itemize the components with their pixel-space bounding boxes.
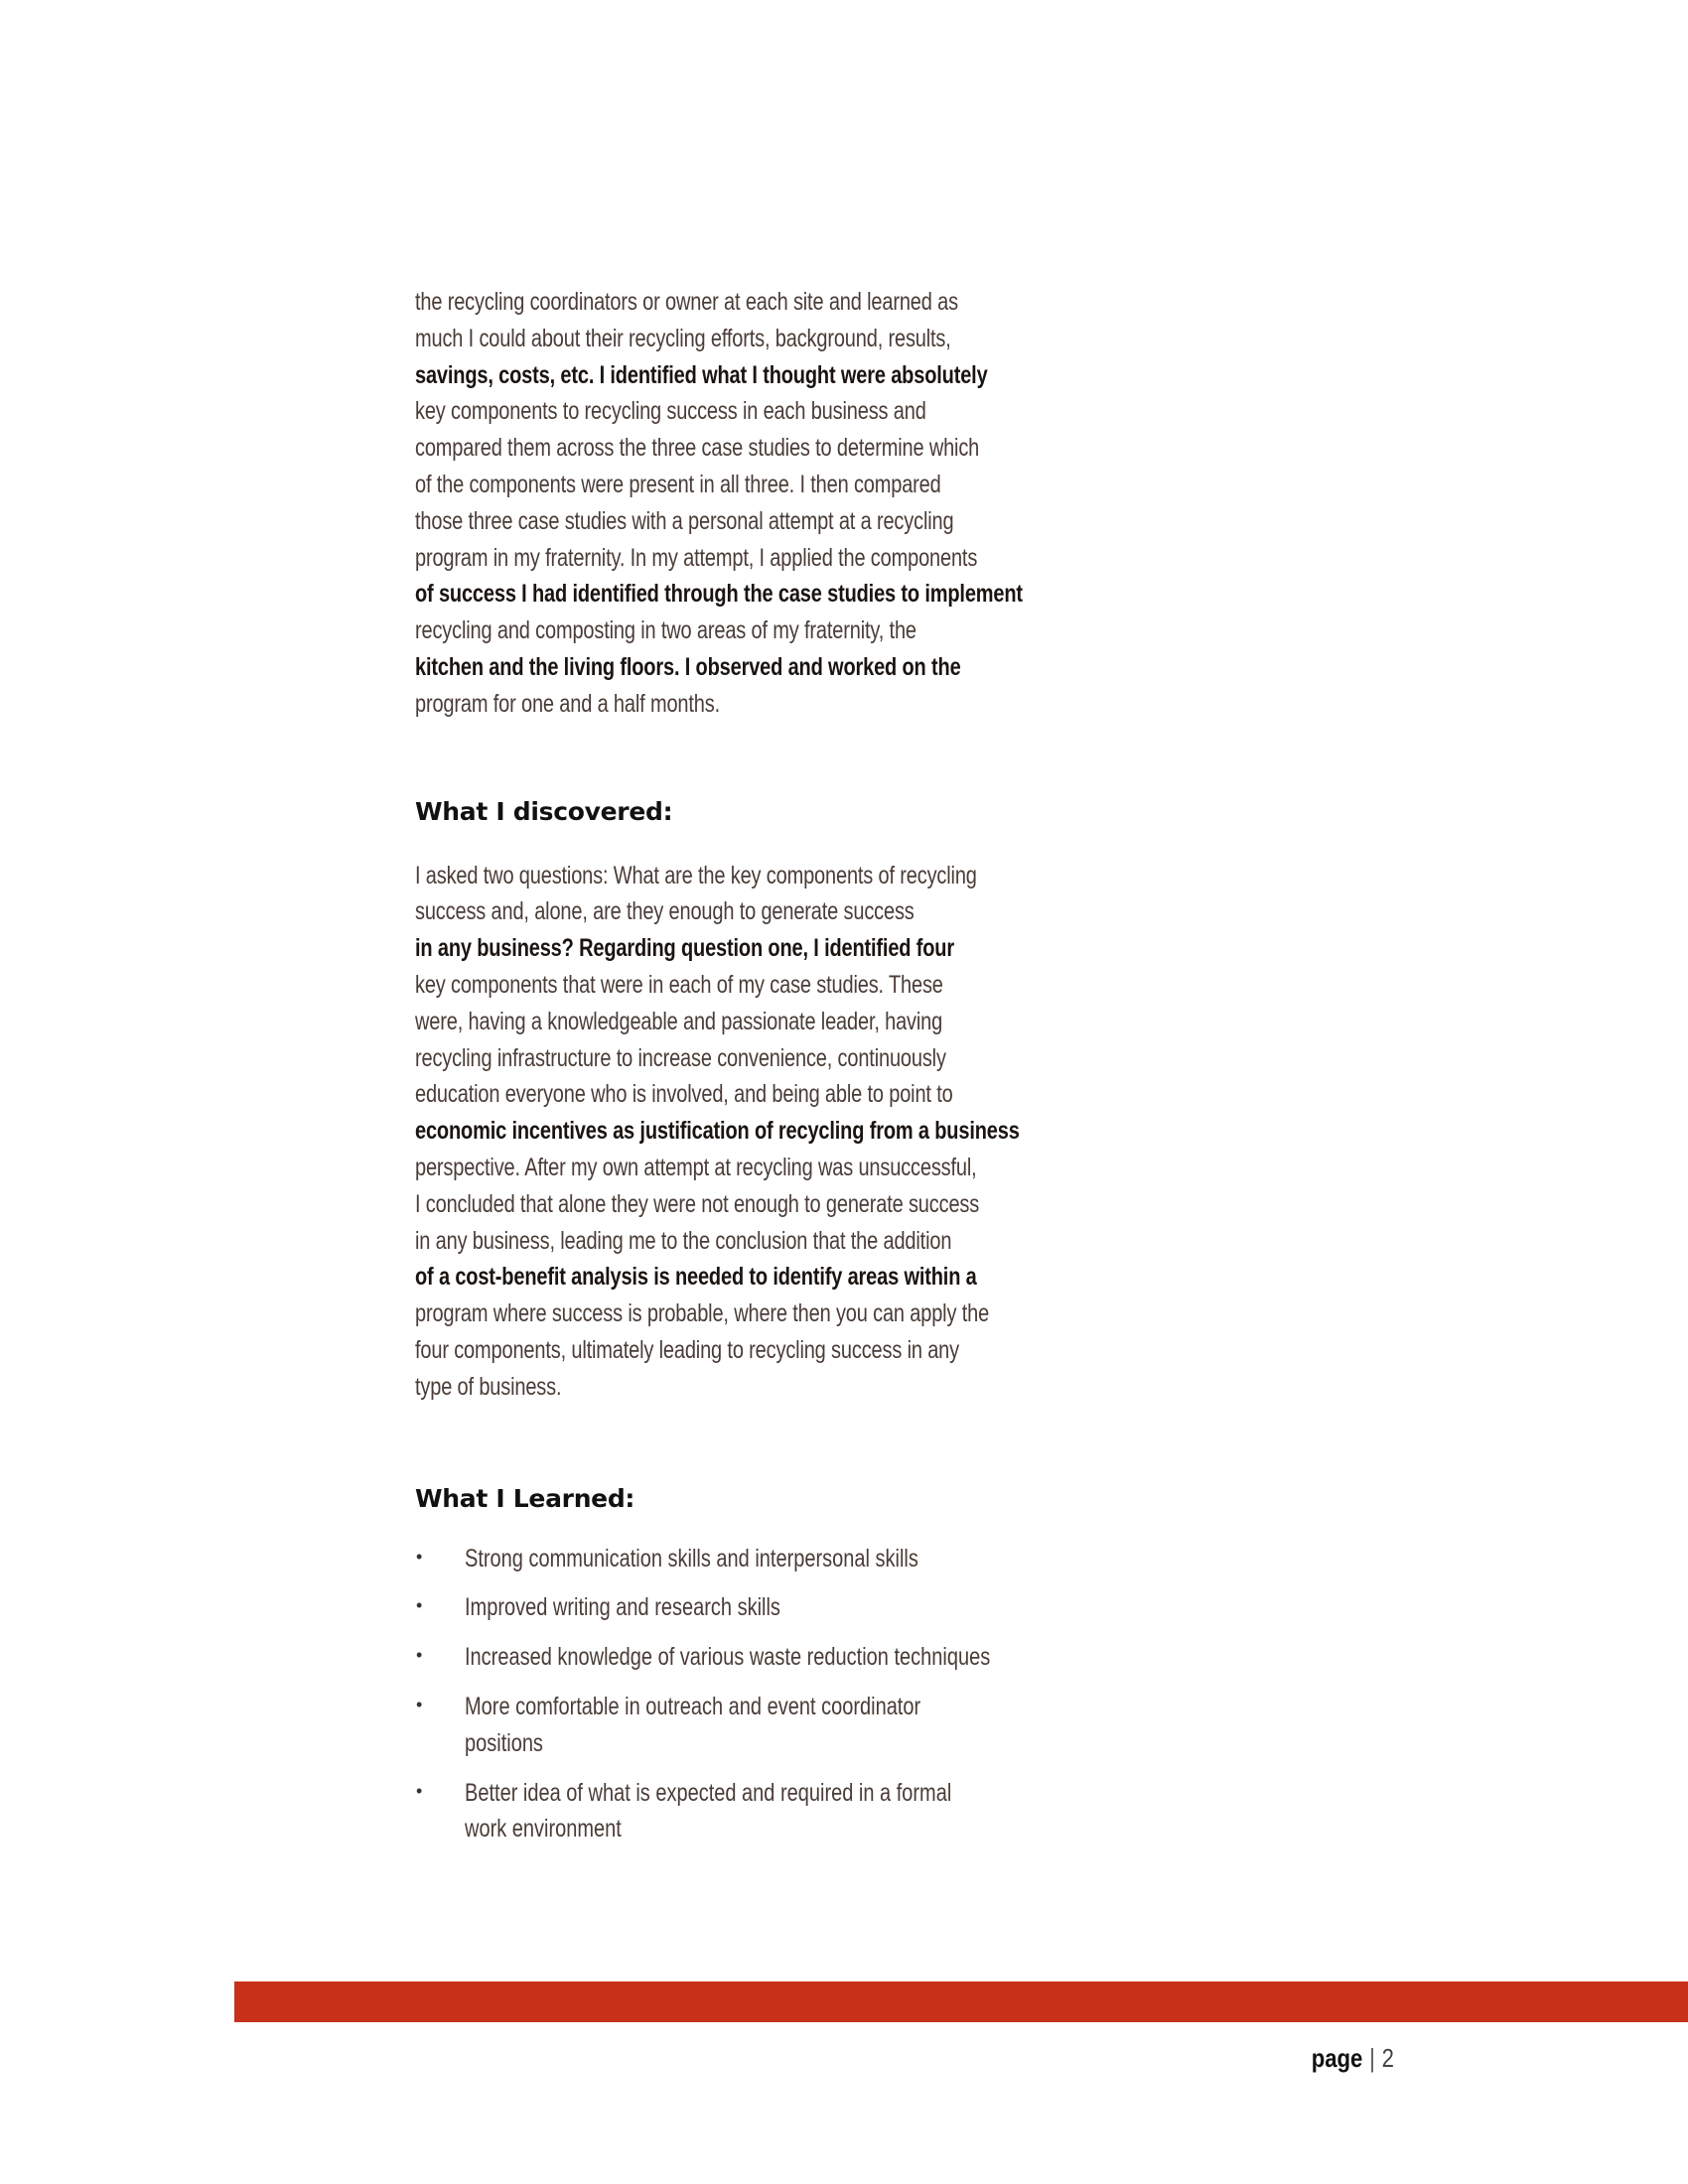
list-item <box>415 1589 1110 1626</box>
text-line: Strong communication skills and interpersonal skills <box>465 1544 918 1572</box>
page-label: page <box>1311 2043 1363 2073</box>
text-line: of a cost-benefit analysis is needed to identify areas within a <box>415 1263 977 1292</box>
text-line: the recycling coordinators or owner at each site and learned as <box>415 288 958 316</box>
text-line: Improved writing and research skills <box>465 1593 780 1622</box>
bullet-icon: • <box>416 1780 423 1801</box>
text-line: positions <box>465 1728 543 1757</box>
text-line: compared them across the three case studies to determine which <box>415 434 980 463</box>
text-line: savings, costs, etc. I identified what I thought were absolutely <box>415 360 988 389</box>
learned-bullet-list <box>415 1541 1110 1848</box>
text-line: More comfortable in outreach and event coordinator <box>465 1692 921 1720</box>
list-item-text <box>465 1541 918 1577</box>
list-item <box>415 1689 1110 1762</box>
text-line: in any business, leading me to the conclusion that the addition <box>415 1226 952 1255</box>
list-item <box>415 1639 1110 1676</box>
list-item-text <box>465 1589 910 1626</box>
text-line: those three case studies with a personal attempt at a recycling <box>415 506 954 535</box>
page-content <box>415 284 1110 1860</box>
text-line: perspective. After my own attempt at recycling was unsuccessful, <box>415 1153 977 1181</box>
text-line: success and, alone, are they enough to generate success <box>415 897 914 926</box>
list-item-text <box>465 1639 991 1676</box>
text-line: key components that were in each of my case studies. These <box>415 970 943 999</box>
text-line: were, having a knowledgeable and passionate leader, having <box>415 1007 943 1035</box>
text-line: I concluded that alone they were not enough to generate success <box>415 1189 980 1218</box>
list-item-text <box>465 1775 952 1848</box>
bullet-icon: • <box>416 1546 423 1567</box>
text-line: I asked two questions: What are the key components of recycling <box>415 861 977 889</box>
section-heading-discovered: What I discovered: <box>415 796 673 826</box>
list-item-text <box>465 1689 921 1762</box>
bullet-icon: • <box>416 1645 423 1666</box>
page-number: 2 <box>1381 2043 1394 2073</box>
text-line: work environment <box>465 1815 622 1843</box>
page-number-footer <box>1312 2043 1394 2074</box>
intro-paragraph <box>415 284 1110 723</box>
text-line: program for one and a half months. <box>415 689 720 718</box>
list-item <box>415 1541 1110 1577</box>
text-line: program in my fraternity. In my attempt, I applied the components <box>415 543 978 572</box>
text-line: much I could about their recycling efforts, background, results, <box>415 324 951 352</box>
section-heading-learned: What I Learned: <box>415 1483 635 1513</box>
list-item <box>415 1775 1110 1848</box>
text-line: key components to recycling success in each business and <box>415 397 926 426</box>
bullet-icon: • <box>416 1694 423 1714</box>
text-line: kitchen and the living floors. I observed and worked on the <box>415 652 961 681</box>
text-line: type of business. <box>415 1372 562 1401</box>
text-line: education everyone who is involved, and being able to point to <box>415 1080 953 1109</box>
text-line: program where success is probable, where then you can apply the <box>415 1299 990 1328</box>
text-line: of the components were present in all three. I then compared <box>415 470 941 498</box>
bullet-icon: • <box>416 1595 423 1616</box>
footer-accent-bar <box>234 1981 1688 2022</box>
text-line: Better idea of what is expected and required in a formal <box>465 1778 952 1807</box>
text-line: recycling and composting in two areas of my fraternity, the <box>415 616 916 645</box>
text-line: Increased knowledge of various waste reduction techniques <box>465 1643 991 1672</box>
discovered-paragraph <box>415 858 1110 1406</box>
text-line: of success I had identified through the case studies to implement <box>415 580 1023 609</box>
text-line: economic incentives as justification of recycling from a business <box>415 1117 1020 1146</box>
text-line: four components, ultimately leading to recycling success in any <box>415 1335 959 1364</box>
text-line: recycling infrastructure to increase convenience, continuously <box>415 1043 946 1072</box>
page-separator: | <box>1369 2043 1375 2073</box>
text-line: in any business? Regarding question one, I identified four <box>415 934 954 963</box>
